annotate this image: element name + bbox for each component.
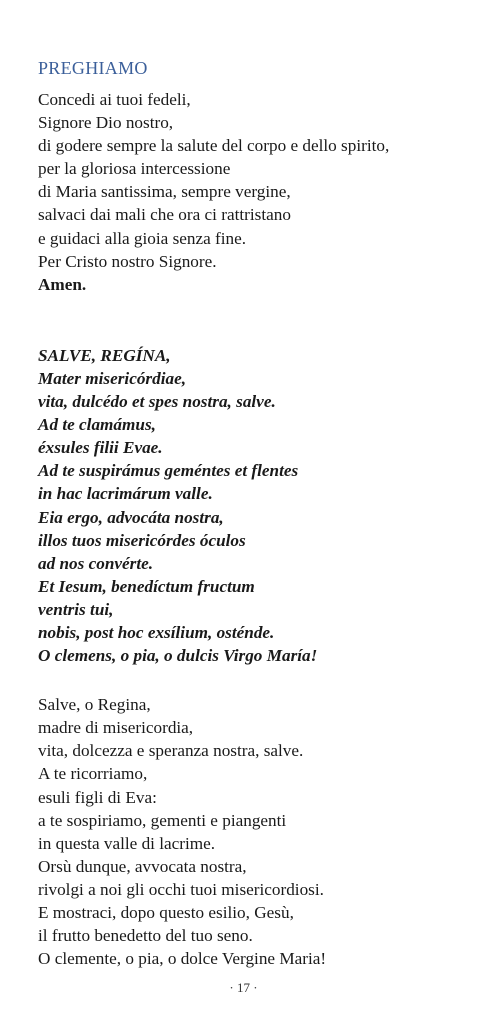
- italian-line: Salve, o Regina,: [38, 695, 151, 715]
- latin-title: SALVE, REGÍNA,: [38, 345, 171, 365]
- prayer-line: salvaci dai mali che ora ci rattristano: [38, 205, 291, 225]
- latin-line: nobis, post hoc exsílium, osténde.: [38, 622, 275, 642]
- prayer-line: Concedi ai tuoi fedeli,: [38, 90, 191, 109]
- latin-prayer-block: [38, 344, 478, 667]
- italian-line: Orsù dunque, avvocata nostra,: [38, 856, 247, 876]
- latin-line: Mater misericórdiae,: [38, 368, 186, 388]
- italian-line: a te sospiriamo, gementi e piangenti: [38, 810, 287, 830]
- prayer-line: e guidaci alla gioia senza fine.: [38, 228, 247, 248]
- latin-line: illos tuos misericórdes óculos: [38, 530, 246, 550]
- prayer-line: di godere sempre la salute del corpo e dello spirito,: [38, 136, 390, 156]
- latin-line: Eia ergo, advocáta nostra,: [38, 507, 224, 527]
- latin-line: ventris tui,: [38, 599, 114, 619]
- italian-line: esuli figli di Eva:: [38, 787, 157, 807]
- section-heading: PREGHIAMO: [38, 58, 148, 78]
- prayer-line: per la gloriosa intercessione: [38, 159, 231, 179]
- italian-line: E mostraci, dopo questo esilio, Gesù,: [38, 903, 294, 922]
- latin-line: Et Iesum, benedíctum fructum: [38, 576, 255, 596]
- italian-line: O clemente, o pia, o dolce Vergine Maria!: [38, 949, 327, 969]
- latin-line: in hac lacrimárum valle.: [38, 484, 213, 504]
- prayer-line: Per Cristo nostro Signore.: [38, 251, 217, 271]
- prayer-block: [38, 88, 478, 296]
- italian-prayer-block: [38, 693, 478, 970]
- italian-line: vita, dolcezza e speranza nostra, salve.: [38, 741, 304, 761]
- italian-line: A te ricorriamo,: [38, 764, 148, 784]
- latin-line: ad nos convérte.: [38, 553, 154, 573]
- prayer-line: Signore Dio nostro,: [38, 113, 174, 133]
- italian-line: il frutto benedetto del tuo seno.: [38, 926, 253, 946]
- italian-line: madre di misericordia,: [38, 718, 194, 738]
- latin-line: Ad te clamámus,: [38, 415, 156, 435]
- prayer-amen: Amen.: [38, 274, 87, 294]
- latin-line: Ad te suspirámus geméntes et flentes: [38, 461, 299, 481]
- page-content: [38, 56, 478, 970]
- prayer-line: di Maria santissima, sempre vergine,: [38, 182, 291, 202]
- latin-line: vita, dulcédo et spes nostra, salve.: [38, 392, 276, 412]
- latin-line: éxsules filii Evae.: [38, 438, 163, 458]
- page-number: · 17 ·: [229, 980, 258, 995]
- italian-line: rivolgi a noi gli occhi tuoi misericordiosi.: [38, 879, 324, 899]
- italian-line: in questa valle di lacrime.: [38, 833, 216, 853]
- latin-line: O clemens, o pia, o dulcis Virgo María!: [38, 646, 318, 666]
